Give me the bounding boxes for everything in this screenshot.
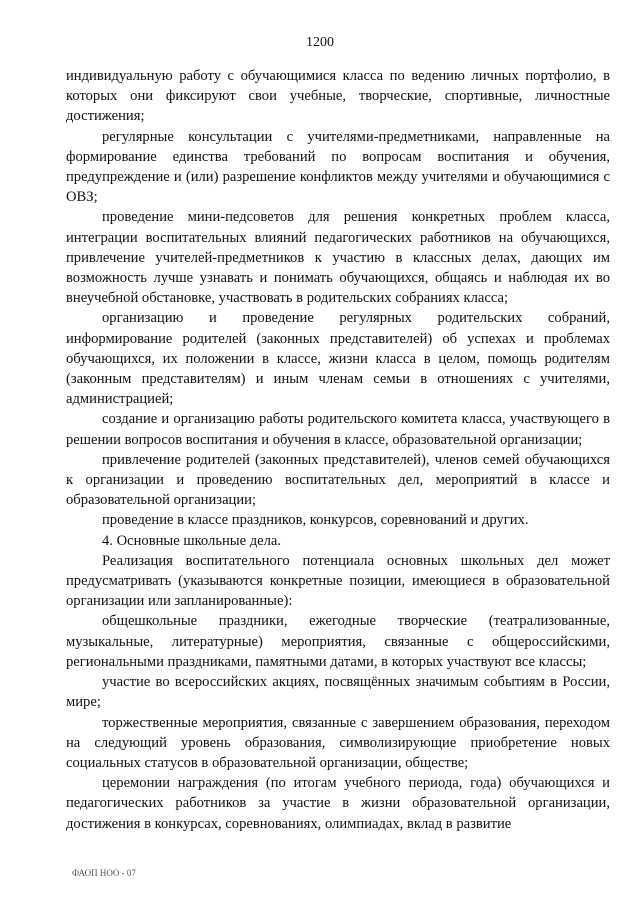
page-number: 1200 — [306, 35, 334, 50]
paragraph: привлечение родителей (законных представителей), членов семей обучающихся к организации и проведению воспитательных дел, мероприятий в классе и образовательной организации; — [66, 451, 610, 509]
paragraph: участие во всероссийских акциях, посвящённых значимым событиям в России, мире; — [66, 674, 610, 711]
paragraph: регулярные консультации с учителями-предметниками, направленные на формирование единства требований по вопросам воспитания и обучения, предупреждение и (или) разрешение конфликтов между учителями и обучающимися с ОВЗ; — [66, 128, 610, 206]
footer-code: ФАОП НОО - 07 — [72, 868, 136, 878]
paragraph: церемонии награждения (по итогам учебного периода, года) обучающихся и педагогических работников за участие в жизни образовательной организации, достижения в конкурсах, соревнованиях, олимпиадах, вклад в развитие — [66, 775, 610, 832]
paragraph: организацию и проведение регулярных родительских собраний, информирование родителей (законных представителей) об успехах и проблемах обучающихся, их положении в классе, жизни класса в целом, помощь родителям (законным представителям) и иным членам семьи в отношениях с учителями, администрацией; — [66, 310, 610, 408]
paragraph: проведение в классе праздников, конкурсов, соревнований и других. — [102, 512, 529, 529]
paragraph: создание и организацию работы родительского комитета класса, участвующего в решении вопросов воспитания и обучения в классе, образовательной организации; — [66, 411, 610, 448]
document-body — [66, 66, 610, 834]
paragraph: общешкольные праздники, ежегодные творческие (театрализованные, музыкальные, литературные) мероприятия, связанные с общероссийскими, региональными праздниками, памятными датами, в которых участвуют все классы; — [66, 613, 610, 670]
paragraph: индивидуальную работу с обучающимися класса по ведению личных портфолио, в которых они фиксируют свои учебные, творческие, спортивные, личностные достижения; — [66, 68, 610, 125]
paragraph: торжественные мероприятия, связанные с завершением образования, переходом на следующий уровень образования, символизирующие приобретение новых социальных статусов в образовательной организации, обществе; — [66, 714, 610, 771]
paragraph: Реализация воспитательного потенциала основных школьных дел может предусматривать (указываются конкретные позиции, имеющиеся в образовательной организации или запланированные): — [66, 552, 610, 610]
section-heading: 4. Основные школьные дела. — [102, 532, 282, 549]
paragraph: проведение мини-педсоветов для решения конкретных проблем класса, интеграции воспитательных влияний педагогических работников на обучающихся, привлечение учителей-предметников к участию в классных делах, дающих им возможность лучше узнавать и понимать обучающихся, общаясь и наблюдая их во внеучебной обстановке, участвовать в родительских собраниях класса; — [66, 209, 610, 307]
